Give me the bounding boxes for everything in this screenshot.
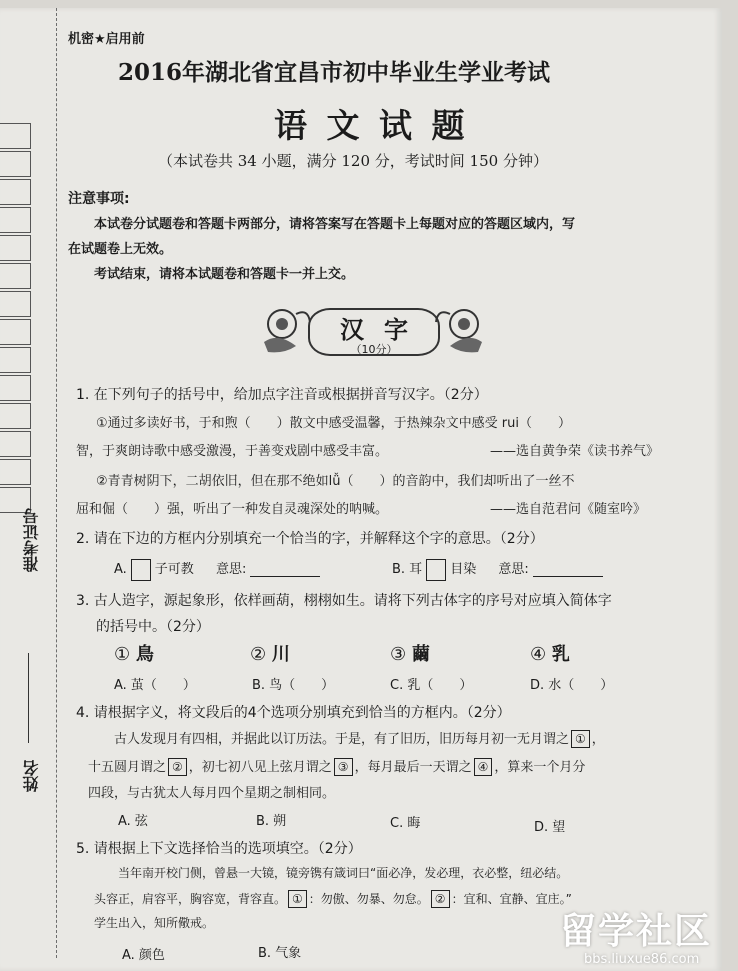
section-title-box: [308, 308, 440, 356]
q4-line: [114, 728, 605, 748]
q3-option[interactable]: C. 乳（ ）: [390, 678, 473, 693]
notice-line: 考试结束，请将本试题卷和答题卡一并上交。: [94, 267, 355, 282]
exam-id-cell: [0, 375, 31, 401]
q5-text: ：勿傲、勿暴、勿怠。: [308, 892, 429, 906]
q3-option[interactable]: A. 茧（ ）: [114, 678, 196, 693]
q4-text: 古人发现月有四相，并据此以订历法。于是，有了旧历，旧历每月初一无月谓之: [114, 732, 570, 747]
q4-text: ，: [591, 732, 605, 747]
exam-id-cell: [0, 319, 31, 345]
q4-text: ，初七初八见上弦月谓之: [188, 760, 332, 775]
q5-text: ：宜和、宜静、宜庄。”: [451, 892, 572, 906]
q4-blank-box[interactable]: ④: [474, 758, 493, 776]
notice-heading: 注意事项:: [68, 191, 130, 207]
q2-b-prefix: B. 耳: [392, 562, 423, 577]
q5-option[interactable]: A. 颜色: [122, 948, 165, 963]
exam-id-cell: [0, 347, 31, 373]
q4-option[interactable]: D. 望: [534, 820, 566, 835]
notice-line: 在试题卷上无效。: [68, 242, 173, 257]
exam-paper: [0, 8, 722, 971]
q2-b-meaning-line[interactable]: [533, 562, 603, 577]
q4-text: 十五圆月谓之: [88, 760, 167, 775]
q5-text: 头容正，肩容平，胸容宽，背容直。: [94, 892, 287, 906]
exam-id-cell: [0, 123, 31, 149]
q2-a-meaning-line[interactable]: [250, 562, 320, 577]
subject-title: 语 文 试 题: [274, 106, 469, 145]
exam-title: 2016年湖北省宜昌市初中毕业生学业考试: [118, 59, 551, 86]
q4-text: ，算来一个月分: [494, 760, 586, 775]
exam-info: （本试卷共 34 小题，满分 120 分，考试时间 150 分钟）: [158, 152, 548, 170]
q3-stem: 3. 古人造字，源起象形，依样画葫，栩栩如生。请将下列古体字的序号对应填入简体字: [76, 593, 612, 609]
q2-a-blank-box[interactable]: [131, 559, 151, 581]
q2-a-text: 子可教: [154, 562, 194, 577]
q2-meaning-label: 意思:: [498, 562, 529, 577]
watermark-brand: 留学社区: [560, 911, 713, 952]
q3-option[interactable]: D. 水（ ）: [530, 678, 614, 693]
q2-b-text: 目染: [450, 562, 477, 577]
q2-option-a: [114, 558, 320, 581]
name-label: 姓名: [22, 760, 41, 792]
exam-id-cell: [0, 179, 31, 205]
exam-id-cell: [0, 235, 31, 261]
q2-stem: 2. 请在下边的方框内分别填充一个恰当的字，并解释这个字的意思。（2分）: [76, 531, 544, 547]
ancient-glyph: 乳: [551, 644, 570, 665]
q3-ancient-2: [250, 640, 290, 666]
q4-text: ，每月最后一天谓之: [354, 760, 472, 775]
exam-id-cell: [0, 459, 31, 485]
ancient-glyph: 繭: [411, 644, 430, 665]
q1-line: 智，于爽朗诗歌中感受激漫，于善变戏剧中感受丰富。: [76, 444, 389, 459]
ancient-glyph: 鳥: [135, 644, 154, 665]
q5-stem: 5. 请根据上下文选择恰当的选项填空。（2分）: [76, 841, 362, 857]
confidential-mark: 机密★启用前: [68, 32, 145, 47]
q5-line: 学生出入，知所儆戒。: [94, 916, 215, 930]
q3-ancient-1: [114, 640, 154, 666]
watermark-url: bbs.liuxue86.com: [584, 952, 700, 967]
q1-line: 屈和倔（ ）强，听出了一种发自灵魂深处的呐喊。: [76, 502, 389, 517]
q2-a-prefix: A.: [114, 562, 127, 577]
q1-line: ②青青树阴下，二胡依旧，但在那不绝如lǚ（ ）的音韵中，我们却听出了一丝不: [96, 474, 575, 489]
section-char: 字: [384, 315, 408, 344]
q3-stem-cont: 的括号中。（2分）: [96, 619, 210, 635]
q2-b-blank-box[interactable]: [426, 559, 446, 581]
q3-ancient-num: ①: [114, 644, 131, 665]
site-watermark: [560, 903, 736, 967]
exam-id-cell: [0, 291, 31, 317]
section-banner: [258, 300, 488, 362]
q1-stem: 1. 在下列句子的括号中，给加点字注音或根据拼音写汉字。（2分）: [76, 387, 488, 403]
q3-ancient-num: ④: [530, 644, 547, 665]
q1-source: ——选自黄争荣《读书养气》: [490, 444, 660, 459]
q5-blank-box[interactable]: ②: [431, 890, 450, 908]
q4-option[interactable]: C. 晦: [390, 816, 421, 831]
exam-id-cell: [0, 403, 31, 429]
q3-ancient-4: [530, 640, 570, 666]
binding-dashed-line: [56, 8, 57, 958]
q4-option[interactable]: B. 朔: [256, 814, 287, 829]
q3-ancient-num: ②: [250, 644, 267, 665]
q3-ancient-num: ③: [390, 644, 407, 665]
flower-ornament-left-icon: [258, 302, 312, 360]
exam-id-grid: [0, 123, 32, 515]
flower-ornament-right-icon: [434, 302, 488, 360]
q4-blank-box[interactable]: ③: [334, 758, 353, 776]
q2-option-b: [392, 558, 603, 581]
q4-line: 四段，与古犹太人每月四个星期之制相同。: [88, 786, 336, 801]
q4-stem: 4. 请根据字义，将文段后的4个选项分别填充到恰当的方框内。（2分）: [76, 705, 511, 721]
q5-blank-box[interactable]: ①: [288, 890, 307, 908]
q1-line: ①通过多读好书，于和煦（ ）散文中感受温馨，于热辣杂文中感受 rui（ ）: [96, 416, 571, 431]
q4-blank-box[interactable]: ①: [571, 730, 590, 748]
section-points: （10分）: [350, 343, 398, 356]
q5-line: 当年南开校门侧，曾悬一大镜，镜旁镌有箴词曰“面必净，发必理，衣必整，纽必结。: [118, 866, 569, 880]
binding-margin: [0, 8, 62, 971]
q2-meaning-label: 意思:: [215, 562, 247, 577]
q3-ancient-3: [390, 640, 430, 666]
q4-line: [88, 756, 585, 776]
notice-line: 本试卷分试题卷和答题卡两部分，请将答案写在答题卡上每题对应的答题区域内，写: [94, 217, 576, 232]
q4-option[interactable]: A. 弦: [118, 814, 148, 829]
name-underline: [28, 653, 29, 743]
exam-id-cell: [0, 207, 31, 233]
q3-option[interactable]: B. 鸟（ ）: [252, 678, 335, 693]
exam-id-cell: [0, 263, 31, 289]
exam-id-cell: [0, 431, 31, 457]
q4-blank-box[interactable]: ②: [168, 758, 187, 776]
q1-source: ——选自范君问《随室吟》: [490, 502, 647, 517]
q5-line: [94, 890, 572, 908]
section-char: 汉: [340, 315, 364, 344]
exam-id-label: 准考证号: [22, 508, 41, 572]
q5-option[interactable]: B. 气象: [258, 946, 302, 961]
ancient-glyph: 川: [271, 644, 290, 665]
exam-id-cell: [0, 151, 31, 177]
